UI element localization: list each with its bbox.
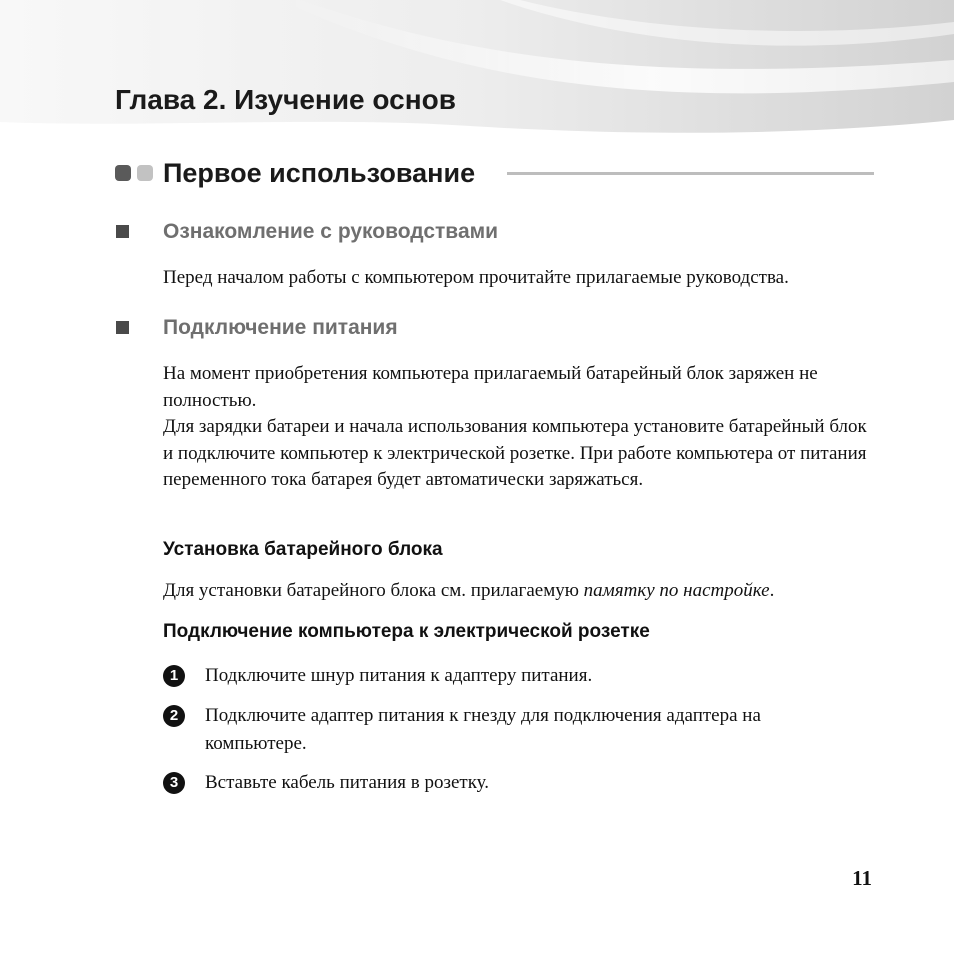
- chapter-title: Глава 2. Изучение основ: [115, 84, 456, 115]
- battery-install-text: Для установки батарейного блока см. прилагаемую: [163, 580, 584, 601]
- section-heading: [115, 154, 875, 192]
- section-bullet-light-icon: [137, 165, 153, 181]
- header-background-swoosh: [0, 0, 954, 140]
- connect-outlet-title: Подключение компьютера к электрической розетке: [163, 621, 650, 642]
- page-number: 11: [852, 866, 872, 890]
- section-title: Первое использование: [163, 158, 476, 188]
- manuals-paragraph: Перед началом работы с компьютером прочитайте прилагаемые руководства.: [163, 267, 789, 288]
- step-1-number-icon: 1: [163, 665, 185, 687]
- setup-poster-reference: памятку по настройке: [583, 580, 770, 601]
- step-3-number-icon: 3: [163, 772, 185, 794]
- square-bullet-icon: [116, 225, 129, 238]
- step-3-text: Вставьте кабель питания в розетку.: [205, 772, 489, 793]
- battery-install-period: .: [769, 580, 775, 601]
- power-paragraph-2: Для зарядки батареи и начала использования компьютера установите батарейный блок и подключите компьютер к электрической розетке. При работе компьютера от питания переменного тока батарея будет автоматически заряжаться.: [163, 416, 867, 490]
- section-bullet-dark-icon: [115, 165, 131, 181]
- battery-install-paragraph: [163, 578, 873, 605]
- section-divider: [507, 172, 874, 175]
- battery-install-title: Установка батарейного блока: [163, 539, 443, 560]
- step-1-text: Подключите шнур питания к адаптеру питания.: [205, 665, 593, 686]
- subsection-title-manuals: Ознакомление с руководствами: [163, 220, 499, 243]
- square-bullet-icon: [116, 321, 129, 334]
- step-2-text: Подключите адаптер питания к гнезду для подключения адаптера на компьютере.: [205, 705, 761, 754]
- power-paragraph-1: На момент приобретения компьютера прилагаемый батарейный блок заряжен не полностью.: [163, 363, 818, 411]
- subsection-title-power: Подключение питания: [163, 316, 398, 339]
- step-2-number-icon: 2: [163, 705, 185, 727]
